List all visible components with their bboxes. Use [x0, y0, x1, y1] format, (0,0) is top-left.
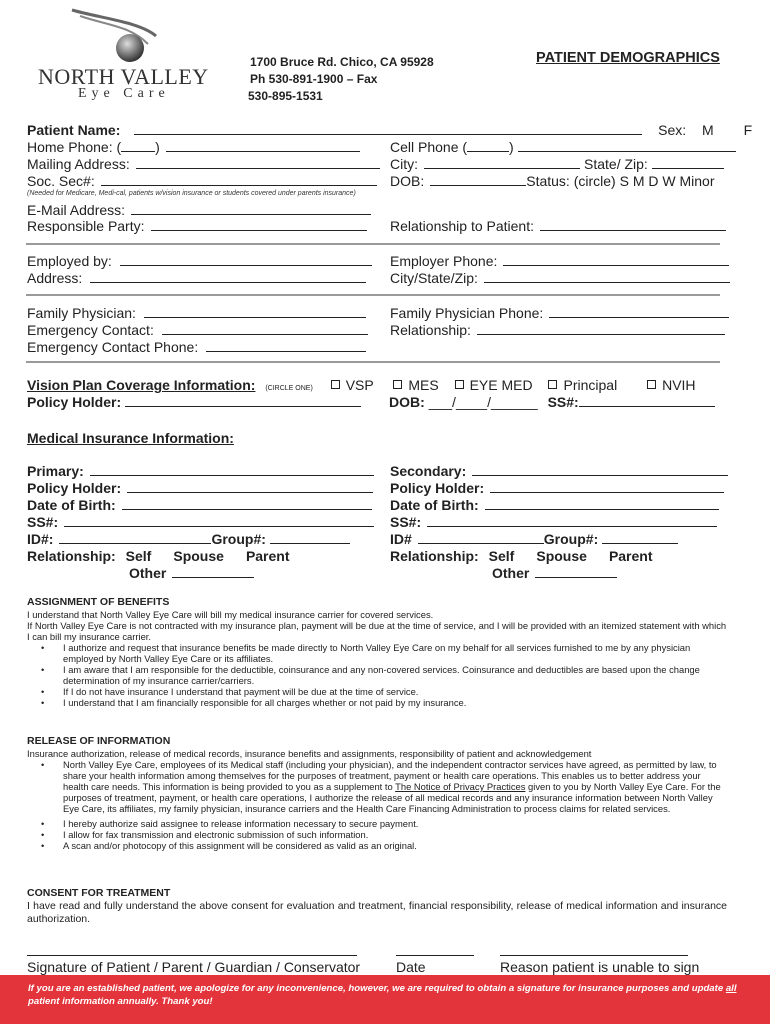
sex-m-option[interactable]: M [702, 122, 714, 138]
mailing-field[interactable] [136, 157, 380, 169]
primary-field[interactable] [90, 464, 374, 476]
vision-option-nvih[interactable]: NVIH [647, 377, 695, 393]
emergency-phone-field[interactable] [206, 340, 366, 352]
vision-option-principal[interactable]: Principal [548, 377, 617, 393]
secondary-ss-field[interactable] [427, 515, 717, 527]
secondary-dob-field[interactable] [485, 498, 719, 510]
logo-main-text: NORTH VALLEY [38, 64, 209, 89]
vision-option-vsp[interactable]: VSP [331, 377, 374, 393]
employer-csz-field[interactable] [484, 271, 730, 283]
reason-label: Reason patient is unable to sign [500, 959, 700, 975]
secondary-self[interactable]: Self [488, 548, 515, 564]
primary-other[interactable]: Other [129, 565, 167, 581]
secondary-ss-label: SS#: [390, 514, 422, 530]
primary-group-label: Group#: [211, 531, 266, 547]
emergency-phone-label: Emergency Contact Phone: [27, 339, 199, 355]
signature-line[interactable] [27, 955, 357, 956]
family-physician-field[interactable] [144, 306, 366, 318]
state-zip-field[interactable] [652, 157, 724, 169]
consent-title: CONSENT FOR TREATMENT [27, 887, 171, 899]
family-relationship-label: Relationship: [390, 322, 471, 338]
medical-title: Medical Insurance Information: [27, 430, 234, 446]
primary-ss-label: SS#: [27, 514, 59, 530]
vision-ss-field[interactable] [579, 395, 715, 407]
email-label: E-Mail Address: [27, 202, 126, 218]
sex-label: Sex: [658, 122, 687, 138]
soc-sec-label: Soc. Sec#: [27, 173, 95, 189]
home-phone-area[interactable] [121, 140, 155, 152]
state-zip-label: State/ Zip: [584, 156, 648, 172]
date-label: Date [396, 959, 426, 975]
secondary-group-label: Group#: [543, 531, 599, 547]
vision-ss-label: SS#: [547, 394, 579, 410]
dob-field[interactable] [430, 174, 526, 186]
primary-ss-field[interactable] [64, 515, 374, 527]
clinic-address: 1700 Bruce Rd. Chico, CA 95928 [250, 55, 434, 69]
logo-sub-text: Eye Care [78, 86, 170, 101]
secondary-group-field[interactable] [602, 532, 678, 544]
family-relationship-field[interactable] [477, 323, 725, 335]
primary-dob-label: Date of Birth: [27, 497, 116, 513]
vision-dob-field[interactable]: ___/____/______ [428, 394, 538, 410]
secondary-holder-label: Policy Holder: [390, 480, 485, 496]
secondary-id-field[interactable] [418, 532, 544, 544]
secondary-dob-label: Date of Birth: [390, 497, 479, 513]
city-label: City: [390, 156, 418, 172]
clinic-phone: Ph 530-891-1900 – Fax [250, 72, 378, 86]
mailing-label: Mailing Address: [27, 156, 130, 172]
city-field[interactable] [424, 157, 580, 169]
vision-option-mes[interactable]: MES [393, 377, 438, 393]
employer-address-label: Address: [27, 270, 83, 286]
sex-f-option[interactable]: F [743, 122, 753, 138]
assignment-bullet: • If I do not have insurance I understand that payment will be due at the time of service. [27, 686, 727, 697]
release-bullet: • I hereby authorize said assignee to release information necessary to secure payment. [27, 818, 727, 829]
secondary-relationship-label: Relationship: [390, 548, 479, 564]
employed-label: Employed by: [27, 253, 112, 269]
primary-relationship-label: Relationship: [27, 548, 116, 564]
vision-holder-field[interactable] [125, 395, 361, 407]
soc-sec-field[interactable] [101, 174, 377, 186]
signature-label: Signature of Patient / Parent / Guardian / Conservator [27, 959, 361, 975]
home-phone-field[interactable] [166, 140, 360, 152]
release-bullet: • A scan and/or photocopy of this assignment will be considered as valid as an original. [27, 840, 727, 851]
divider [26, 294, 720, 296]
assignment-p2: If North Valley Eye Care is not contracted with my insurance plan, payment will be due at the time of service, and I will be provided with an itemized statement with which I can bill my insurance carrier. [27, 620, 727, 642]
primary-spouse[interactable]: Spouse [173, 548, 224, 564]
cell-phone-label: Cell Phone ( [390, 139, 468, 155]
secondary-spouse[interactable]: Spouse [536, 548, 587, 564]
page-title: PATIENT DEMOGRAPHICS [536, 50, 720, 66]
consent-text: I have read and fully understand the above consent for evaluation and treatment, financial responsibility, release of medical information and insurance authorization. [27, 900, 727, 925]
assignment-bullet: • I am aware that I am responsible for the deductible, coinsurance and any non-covered services. Coinsurance and deductibles are based upon the change determination of my insurance carrier/carriers. [27, 664, 727, 686]
primary-holder-field[interactable] [127, 481, 373, 493]
secondary-parent[interactable]: Parent [608, 548, 653, 564]
employer-phone-field[interactable] [503, 254, 729, 266]
release-p1: Insurance authorization, release of medical records, insurance benefits and assignments, responsibility of patient and acknowledgement [27, 748, 592, 759]
assignment-bullet: • I understand that I am financially responsible for all charges whether or not paid by my insurance. [27, 697, 727, 708]
release-bullet-privacy: • North Valley Eye Care, employees of its Medical staff (including your physician), and the independent contractor services have agreed, as permitted by law, to share your health information among themselves for the purposes of treatment, payment or health care operations. This enables us to better address your health care needs. This information is being provided to you as a supplement to The Notice of Privacy Practices given to you by North Valley Eye Care. For the purposes of treatment, payment, or health care operations, I authorize the release of all medical records and any insurance information between North Valley Eye Care, its affiliates, my family physician, insurance carriers and the Health Care Financing Administration to process claims for related services. [27, 759, 727, 814]
secondary-field[interactable] [472, 464, 728, 476]
vision-title: Vision Plan Coverage Information: [27, 377, 256, 393]
primary-holder-label: Policy Holder: [27, 480, 122, 496]
date-line[interactable] [396, 955, 474, 956]
logo [30, 6, 230, 101]
secondary-holder-field[interactable] [490, 481, 724, 493]
vision-dob-label: DOB: [389, 394, 425, 410]
footer-text-b: patient information annually. Thank you! [28, 996, 213, 1007]
cell-phone-area[interactable] [467, 140, 509, 152]
secondary-other[interactable]: Other [492, 565, 530, 581]
emergency-contact-label: Emergency Contact: [27, 322, 154, 338]
primary-self[interactable]: Self [125, 548, 152, 564]
vision-option-eyemed[interactable]: EYE MED [455, 377, 533, 393]
circle-one-note: (CIRCLE ONE) [265, 385, 313, 392]
primary-parent[interactable]: Parent [245, 548, 290, 564]
primary-id-label: ID#: [27, 531, 54, 547]
emergency-contact-field[interactable] [162, 323, 368, 335]
physician-phone-field[interactable] [549, 306, 729, 318]
release-title: RELEASE OF INFORMATION [27, 735, 171, 747]
patient-name-label: Patient Name: [27, 122, 121, 138]
clinic-fax: 530-895-1531 [248, 89, 323, 103]
divider [26, 243, 720, 245]
employed-field[interactable] [120, 254, 372, 266]
footer-banner [0, 975, 770, 1024]
footer-text-a: If you are an established patient, we apologize for any inconvenience, however, we are required to obtain a signature for insurance purposes and update [28, 983, 726, 994]
ssn-note: (Needed for Medicare, Medi-cal, patients w/vision insurance or students covered under parents insurance) [27, 190, 356, 197]
employer-phone-label: Employer Phone: [390, 253, 498, 269]
footer-text-all: all [725, 983, 737, 994]
dob-label: DOB: [390, 173, 425, 189]
employer-csz-label: City/State/Zip: [390, 270, 478, 286]
home-phone-label: Home Phone: ( [27, 139, 122, 155]
physician-phone-label: Family Physician Phone: [390, 305, 544, 321]
relationship-field[interactable] [540, 219, 726, 231]
family-physician-label: Family Physician: [27, 305, 136, 321]
privacy-notice-link[interactable]: The Notice of Privacy Practices [395, 781, 526, 792]
primary-group-field[interactable] [270, 532, 350, 544]
patient-name-field[interactable] [134, 123, 642, 135]
assignment-p1: I understand that North Valley Eye Care will bill my medical insurance carrier for covered services. [27, 609, 434, 620]
divider [26, 361, 720, 363]
primary-id-field[interactable] [59, 532, 211, 544]
reason-line[interactable] [500, 955, 688, 956]
secondary-label: Secondary: [390, 463, 467, 479]
assignment-bullet: • I authorize and request that insurance benefits be made directly to North Valley Eye Care on my behalf for all services furnished to me by any physician employed by North Valley Eye Care or its affiliates. [27, 642, 727, 664]
relationship-label: Relationship to Patient: [390, 218, 534, 234]
secondary-id-label: ID# [390, 531, 412, 547]
responsible-field[interactable] [151, 219, 367, 231]
primary-dob-field[interactable] [122, 498, 372, 510]
assignment-title: ASSIGNMENT OF BENEFITS [27, 596, 170, 608]
responsible-label: Responsible Party: [27, 218, 145, 234]
primary-label: Primary: [27, 463, 84, 479]
cell-phone-field[interactable] [518, 140, 736, 152]
release-bullet: • I allow for fax transmission and electronic submission of such information. [27, 829, 727, 840]
vision-holder-label: Policy Holder: [27, 394, 122, 410]
secondary-other-field[interactable] [535, 566, 617, 578]
primary-other-field[interactable] [172, 566, 254, 578]
employer-address-field[interactable] [90, 271, 366, 283]
email-field[interactable] [131, 203, 371, 215]
status-label[interactable]: Status: (circle) S M D W Minor [526, 173, 715, 189]
